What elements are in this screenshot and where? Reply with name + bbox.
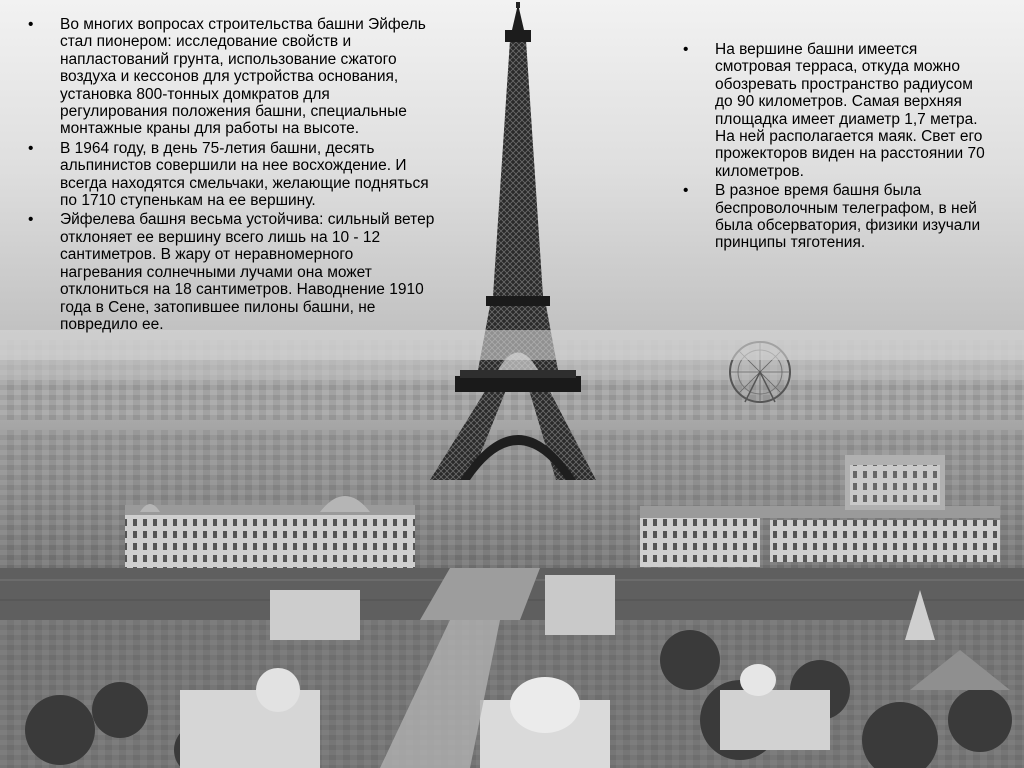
bullet-icon: • — [28, 211, 34, 229]
right-text-column — [683, 41, 993, 254]
bullet-text: На вершине башни имеется смотровая терраса, откуда можно обозревать пространство радиусом до 90 километров. Самая верхняя площадка имеет диаметр 1,7 метра. На ней располагается маяк. Свет его прожекторов виден на расстоянии 70 километров. — [715, 41, 985, 180]
bullet-item — [28, 140, 438, 210]
left-text-column — [28, 16, 438, 335]
palace-left — [125, 496, 415, 568]
bullet-item — [28, 16, 438, 138]
bullet-text: В 1964 году, в день 75-летия башни, десять альпинистов совершили на нее восхождение. И всегда находятся смельчаки, желающие подняться по 1710 ступенькам на ее вершину. — [60, 139, 429, 210]
bullet-item — [683, 182, 993, 252]
bullet-item — [683, 41, 993, 180]
bullet-icon: • — [683, 182, 689, 200]
bullet-icon: • — [28, 139, 34, 157]
bullet-text: В разное время башня была беспроволочным телеграфом, в ней была обсерватория, физики изучали принципы тяготения. — [715, 182, 981, 252]
bullet-text: Эйфелева башня весьма устойчива: сильный ветер отклоняет ее вершину всего лишь на 10 - 12 сантиметров. В жару от неравномерного нагревания солнечными лучами она может отклониться на 18 сантиметров. Наводнение 1910 года в Сене, затопившее пилоны башни, не повредило ее. — [60, 211, 435, 333]
bullet-item — [28, 211, 438, 333]
bullet-icon: • — [683, 41, 689, 58]
bullet-text: Во многих вопросах строительства башни Эйфель стал пионером: исследование свойств и напластований грунта, использование сжатого воздуха и кессонов для устройства основания, установка 800-тонных домкратов для регулирования положения башни, специальные монтажные краны для работы на высоте. — [60, 16, 426, 138]
bullet-icon: • — [28, 16, 34, 33]
